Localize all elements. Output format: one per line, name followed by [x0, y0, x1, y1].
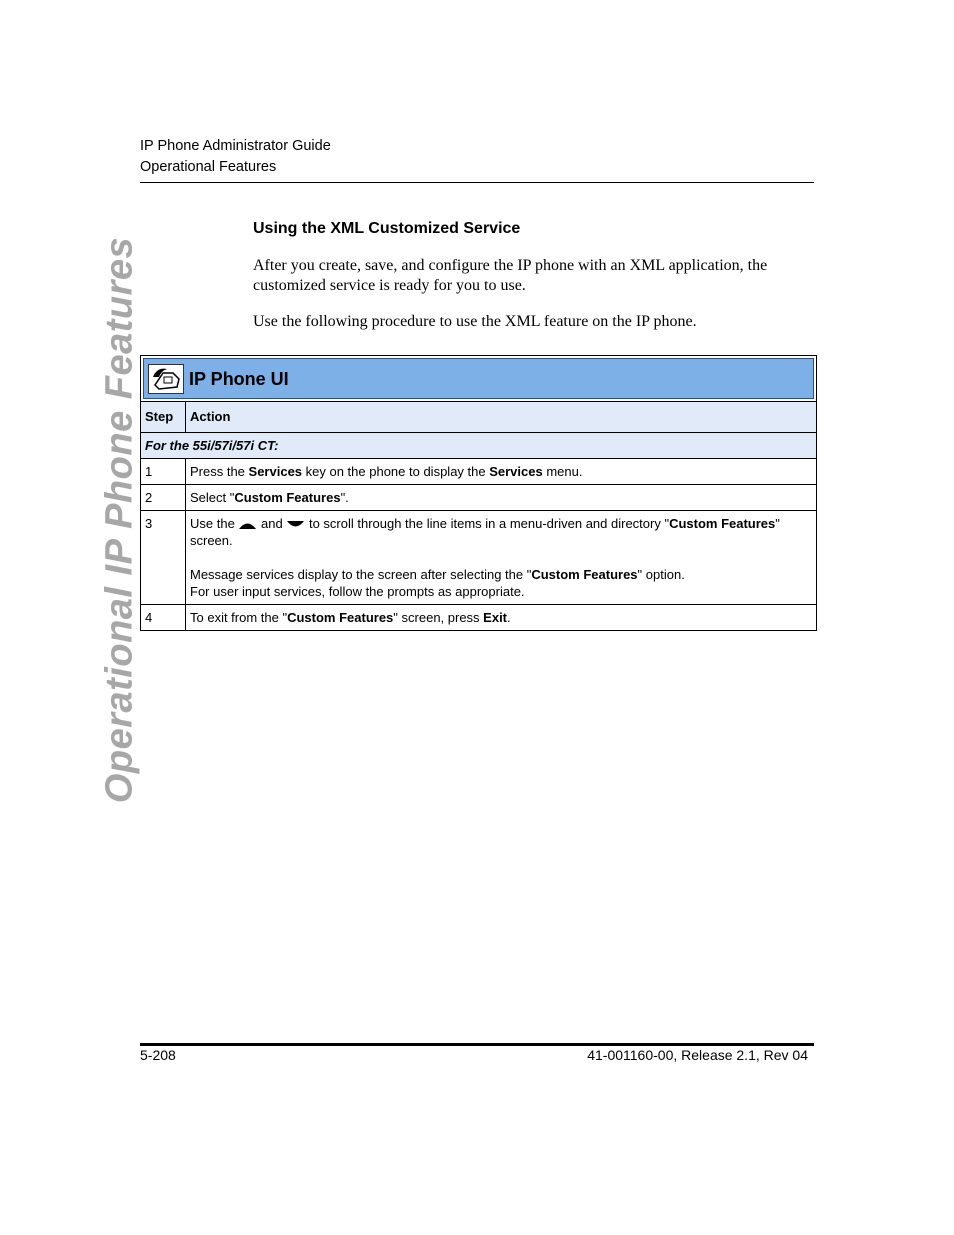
banner-title: IP Phone UI	[189, 369, 289, 389]
table-row	[141, 459, 817, 485]
procedure-paragraph: Use the following procedure to use the XML feature on the IP phone.	[253, 313, 697, 330]
table-header-row	[141, 402, 817, 433]
step-number: 1	[141, 459, 186, 485]
header-guide-title: IP Phone Administrator Guide	[140, 138, 331, 154]
down-arrow-key-icon	[286, 520, 305, 530]
step-number: 2	[141, 485, 186, 511]
header-chapter-title: Operational Features	[140, 159, 277, 175]
step-action: Select "Custom Features".	[186, 485, 817, 511]
model-subheader: For the 55i/57i/57i CT:	[141, 433, 817, 459]
column-header-step: Step	[141, 402, 186, 433]
document-number: 41-001160-00, Release 2.1, Rev 04	[587, 1047, 808, 1063]
intro-paragraph: After you create, save, and configure the IP phone with an XML application, the customized service is ready for you to use.	[253, 257, 768, 294]
table-row	[141, 511, 817, 605]
header-rule	[140, 182, 814, 183]
sidebar-chapter-label: Operational IP Phone Features	[98, 236, 141, 804]
step-number: 4	[141, 605, 186, 631]
page-header	[140, 136, 331, 178]
footer-rule	[140, 1043, 814, 1046]
table-row	[141, 605, 817, 631]
phone-icon	[148, 364, 184, 394]
table-subheader-row	[141, 433, 817, 459]
up-arrow-key-icon	[238, 520, 257, 530]
step-action: Use the and to scroll through the line items in a menu-driven and directory "Custom Features" screen. Message services display to the screen after selecting the "Custom Features" option. For user input services, follow the prompts as appropriate.	[186, 511, 817, 605]
step-action: To exit from the "Custom Features" screen, press Exit.	[186, 605, 817, 631]
step-number: 3	[141, 511, 186, 605]
section-title: Using the XML Customized Service	[253, 220, 521, 237]
column-header-action: Action	[186, 402, 817, 433]
procedure-table	[140, 401, 817, 631]
page-number: 5-208	[140, 1047, 176, 1063]
step-action: Press the Services key on the phone to display the Services menu.	[186, 459, 817, 485]
ip-phone-ui-banner	[140, 355, 817, 402]
table-row	[141, 485, 817, 511]
banner-fill	[143, 358, 814, 399]
